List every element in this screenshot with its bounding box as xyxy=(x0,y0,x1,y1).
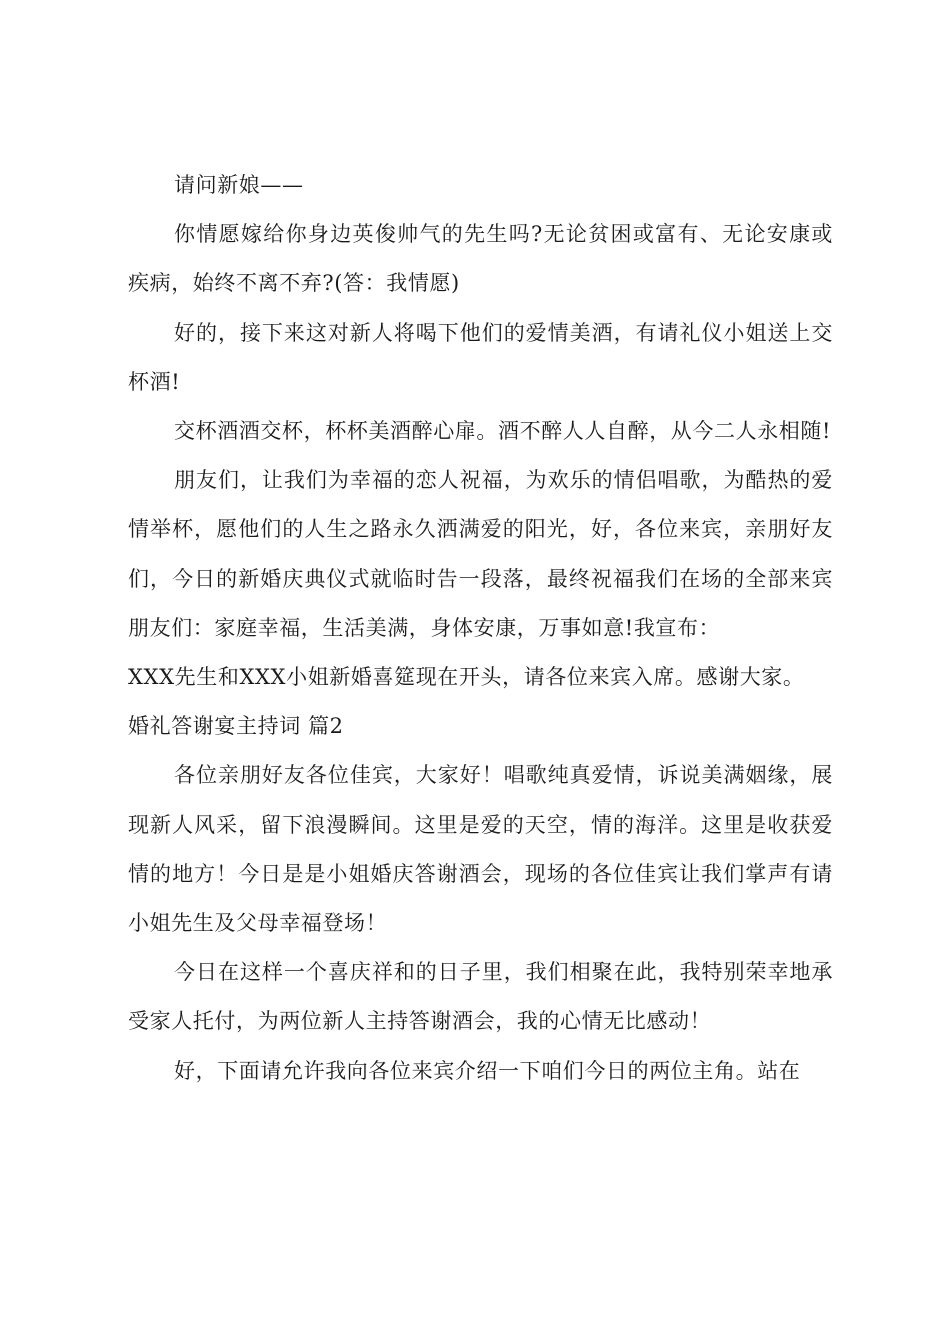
paragraph-host-honor: 今日在这样一个喜庆祥和的日子里，我们相聚在此，我特别荣幸地承受家人托付，为两位新人主持答谢酒会，我的心情无比感动！ xyxy=(128,960,833,1034)
paragraph-toast-verse: 交杯酒酒交杯，杯杯美酒醉心扉。酒不醉人人自醉，从今二人永相随! xyxy=(174,419,832,444)
document-body xyxy=(128,161,833,1096)
paragraph-banquet-start: XXX先生和XXX小姐新婚喜筵现在开头，请各位来宾入席。感谢大家。 xyxy=(128,665,805,690)
paragraph-blessing: 朋友们，让我们为幸福的恋人祝福，为欢乐的情侣唱歌，为酷热的爱情举杯，愿他们的人生之路永久洒满爱的阳光，好，各位来宾，亲朋好友们，今日的新婚庆典仪式就临时告一段落，最终祝福我们在场的全部来宾朋友们：家庭幸福，生活美满，身体安康，万事如意!我宣布： xyxy=(128,468,833,640)
paragraph-welcome: 各位亲朋好友各位佳宾，大家好！唱歌纯真爱情，诉说美满姻缘，展现新人风采，留下浪漫瞬间。这里是爱的天空，情的海洋。这里是收获爱情的地方！今日是是小姐婚庆答谢酒会，现场的各位佳宾让我们掌声有请小姐先生及父母幸福登场！ xyxy=(128,763,833,936)
paragraph-toast-invite: 好的，接下来这对新人将喝下他们的爱情美酒，有请礼仪小姐送上交杯酒! xyxy=(128,320,833,394)
paragraph-vow: 你情愿嫁给你身边英俊帅气的先生吗?无论贫困或富有、无论安康或疾病，始终不离不弃?(答：我情愿) xyxy=(128,222,833,296)
paragraph-bride-question: 请问新娘—— xyxy=(174,173,304,197)
section-heading: 婚礼答谢宴主持词 篇2 xyxy=(128,714,344,739)
paragraph-introduction: 好，下面请允许我向各位来宾介绍一下咱们今日的两位主角。站在 xyxy=(174,1058,801,1083)
